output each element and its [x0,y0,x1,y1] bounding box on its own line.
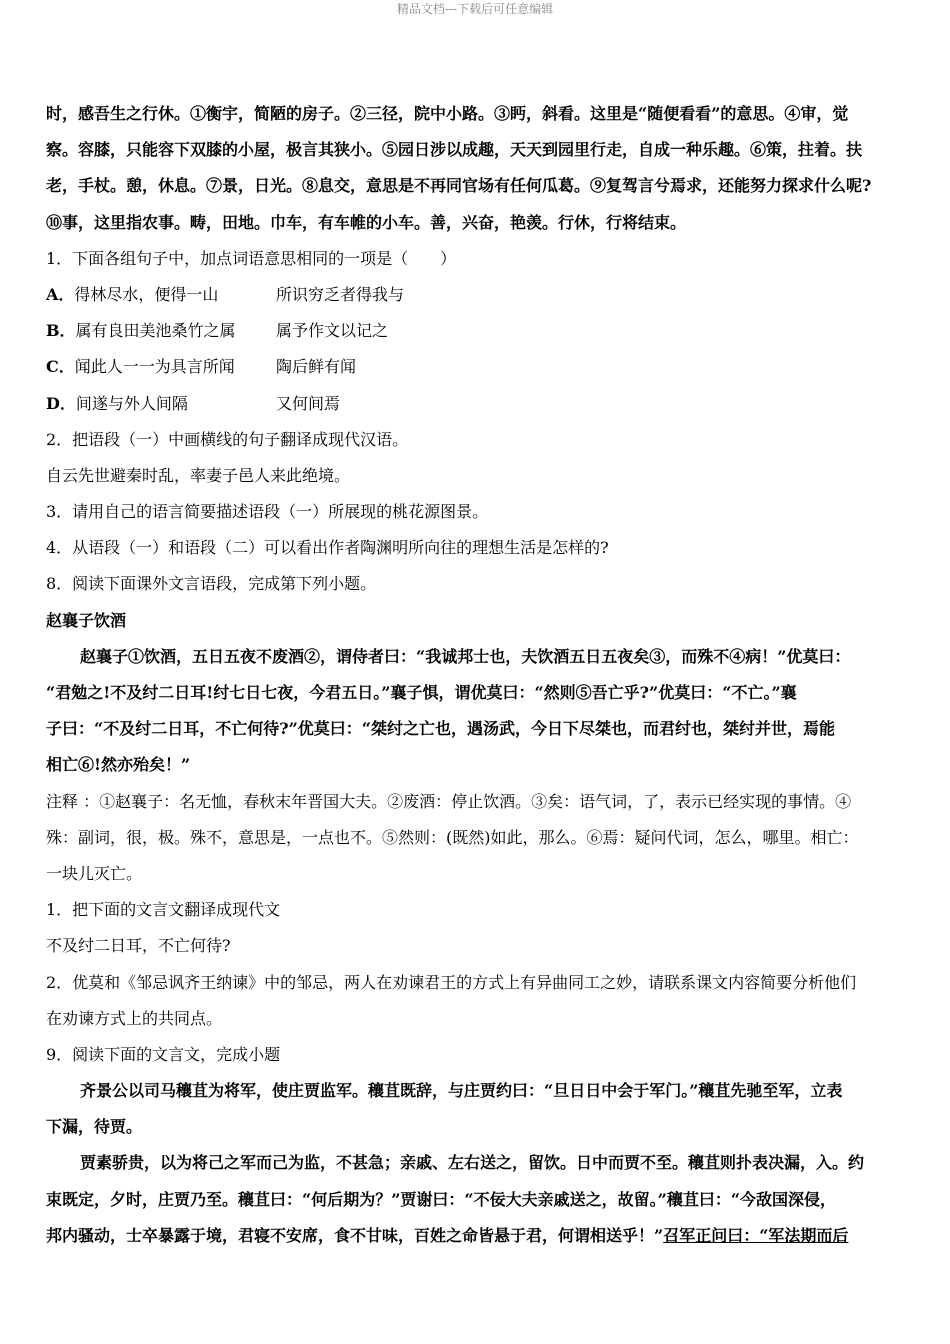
option-right-text: 属予作文以记之 [276,321,389,341]
sub-question-1-stem: 1．把下面的文言文翻译成现代文 [46,900,281,920]
underlined-sentence: 召军正问曰：“军法期而后 [663,1225,849,1245]
option-c [46,349,906,385]
notes-line: 一块儿灭亡。 [46,863,143,883]
notes-line: 殊：副词，很，极。殊不，意思是，一点也不。⑤然则：(既然)如此，那么。⑥焉：疑问代词，怎么，哪里。相亡： [46,827,859,847]
passage-line: 赵襄子①饮酒，五日五夜不废酒②，谓侍者曰：“我诚邦士也，夫饮酒五日五夜矣③，而殊不④病！”优莫曰： [80,646,851,666]
question-1-stem: 1．下面各组句子中，加点词语意思相同的一项是（ ） [46,248,457,268]
option-left-text: 得林尽水，便得一山 [74,284,219,304]
option-right-text: 又何间焉 [276,393,341,413]
option-left-text: 间遂与外人间隔 [75,393,188,413]
notes-line: 老，手杖。憩，休息。⑦景，日光。⑧息交，意思是不再同官场有任何瓜葛。⑨复驾言兮焉求，还能努力探求什么呢? [46,176,872,196]
option-right-text: 陶后鲜有闻 [276,357,357,377]
passage-title: 赵襄子饮酒 [46,610,127,630]
question-3-stem: 3．请用自己的语言简要描述语段（一）所展现的桃花源图景。 [46,502,489,522]
notes-text: ：①赵襄子：名无恤，春秋末年晋国大夫。②废酒：停止饮酒。③矣：语气词，了，表示已经实现的事情。④ [83,791,852,811]
sub-question-2-line: 2．优莫和《邹忌讽齐王纳谏》中的邹忌，两人在劝谏君王的方式上有异曲同工之妙，请联系课文内容简要分析他们 [46,972,857,992]
option-label: A． [46,284,75,304]
option-a [46,277,906,313]
passage-line: 子曰：“不及纣二日耳，不亡何待?”优莫曰：“桀纣之亡也，遇汤武，今日下尽桀也，而君纣也，桀纣并世，焉能 [46,719,835,739]
sub-question-2-line: 在劝谏方式上的共同点。 [46,1008,223,1028]
question-4-stem: 4．从语段（一）和语段（二）可以看出作者陶渊明所向往的理想生活是怎样的? [46,538,609,558]
passage-line: 相亡⑥!然亦殆矣！” [46,755,191,775]
sub-question-1-sentence: 不及纣二日耳，不亡何待? [46,936,231,956]
passage-text: 邦内骚动，士卒暴露于境，君寝不安席，食不甘味，百姓之命皆悬于君，何谓相送乎！” [46,1225,664,1245]
option-b [46,313,906,349]
option-label: B． [46,321,76,341]
passage-line: 贾素骄贵，以为将己之军而己为监，不甚急；亲戚、左右送之，留饮。日中而贾不至。穰苴则扑表决漏，入。约 [80,1153,865,1173]
question-2-sentence: 自云先世避秦时乱，率妻子邑人来此绝境。 [46,465,351,485]
passage-line [46,1218,906,1254]
notes-line: 察。容膝，只能容下双膝的小屋，极言其狭小。⑤园日涉以成趣，天天到园里行走，自成一种乐趣。⑥策，拄着。扶 [46,140,863,160]
header-watermark: 精品文档---下载后可任意编辑 [396,2,554,16]
document-body [46,96,906,1254]
notes-section [46,96,906,241]
notes-line [46,784,906,820]
passage-line: 束既定，夕时，庄贾乃至。穰苴曰：“何后期为？”贾谢曰：“不佞大夫亲戚送之，故留。”穰苴曰：“今敌国深侵， [46,1189,837,1209]
option-d [46,386,906,422]
question-2-stem: 2．把语段（一）中画横线的句子翻译成现代汉语。 [46,429,409,449]
passage-line: “君勉之!不及纣二日耳!纣七日七夜，今君五日。”襄子惧，谓优莫曰：“然则⑤吾亡乎?”优莫曰：“不亡。”襄 [46,683,797,702]
notes-label: 注释 [46,791,79,811]
passage-line: 齐景公以司马穰苴为将军，使庄贾监军。穰苴既辞，与庄贾约曰：“旦日日中会于军门。”穰苴先驰至军，立表 [80,1081,843,1101]
question-8-stem: 8．阅读下面课外文言语段，完成第下列小题。 [46,574,377,594]
notes-line: 时，感吾生之行休。①衡宇，简陋的房子。②三径，院中小路。③眄，斜看。这里是“随便看看”的意思。④审，觉 [46,104,849,123]
option-label: C． [46,357,75,377]
question-9-stem: 9．阅读下面的文言文，完成小题 [46,1044,281,1064]
option-left-text: 闻此人一一为具言所闻 [74,357,235,377]
option-left-text: 属有良田美池桑竹之属 [75,321,236,341]
option-label: D． [46,393,76,413]
option-right-text: 所识穷乏者得我与 [276,284,405,304]
passage-line: 下漏，待贾。 [46,1117,143,1137]
notes-line: ⑩事，这里指农事。畴，田地。巾车，有车帷的小车。善，兴奋，艳羡。行休，行将结束。 [46,212,687,232]
